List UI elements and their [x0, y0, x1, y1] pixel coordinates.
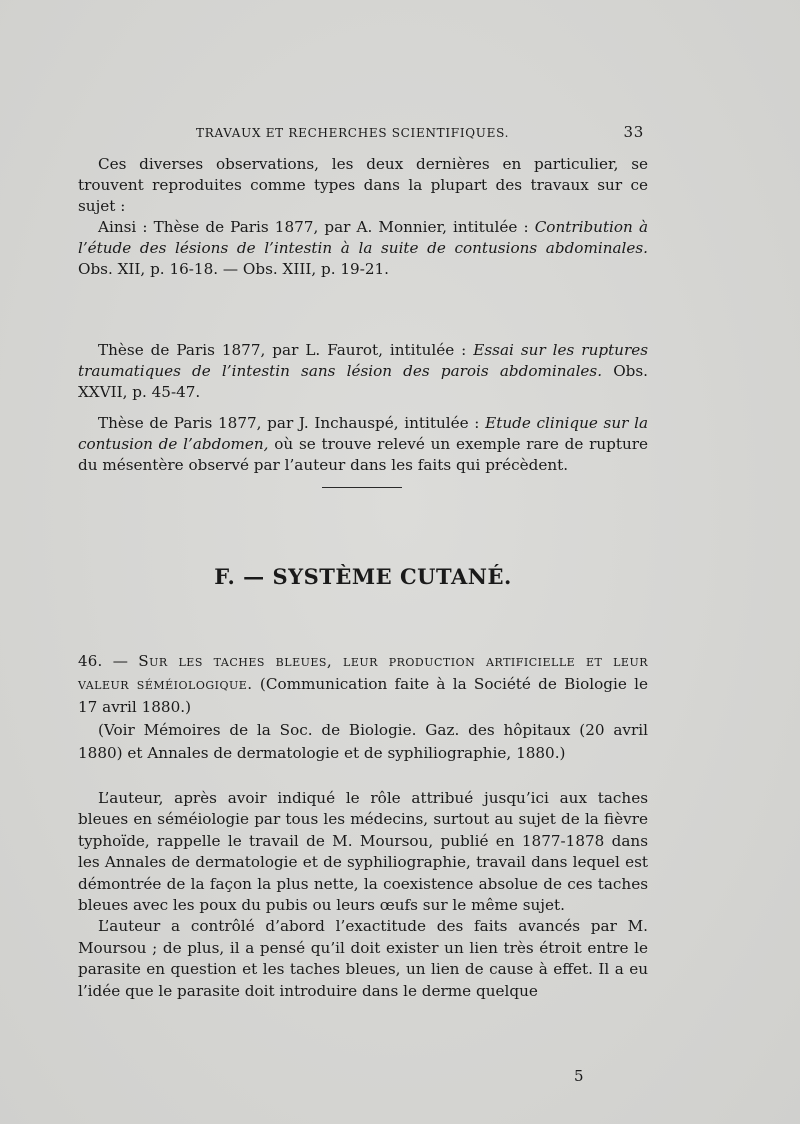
reference-inchauspe-suffix: où se trouve relevé un exemple rare de rupture du mésentère observé par l’auteur dans les faits qui précèdent.	[78, 435, 648, 474]
intro-paragraph-1: Ces diverses observations, les deux dernières en particulier, se trouvent reproduites comme types dans la plupart des travaux sur ce sujet :	[78, 155, 648, 215]
page-number: 33	[623, 123, 644, 141]
reference-faurot-prefix: Thèse de Paris 1877, par L. Faurot, intitulée :	[98, 341, 474, 359]
reference-faurot-text	[78, 340, 648, 403]
intro-paragraph-2	[78, 217, 648, 280]
entry-number: 46.	[78, 652, 103, 670]
reference-faurot-title: Essai sur les ruptures traumatiques de l’intestin sans lésion des parois abdominales.	[78, 341, 648, 380]
reference-faurot-suffix: Obs. XXVII, p. 45-47.	[78, 362, 648, 401]
entry-dash: —	[102, 652, 139, 670]
reference-inchauspe-text	[78, 413, 648, 476]
intro-paragraph-2-title: Contribution à l’étude des lésions de l’intestin à la suite de contusions abdominales.	[78, 218, 649, 257]
running-title: TRAVAUX ET RECHERCHES SCIENTIFIQUES.	[196, 126, 510, 140]
entry-heading-title: Sur les taches bleues, leur production artificielle et leur valeur séméiologique.	[78, 652, 648, 693]
signature-mark: 5	[574, 1067, 584, 1085]
intro-paragraph-2-suffix: Obs. XII, p. 16-18. — Obs. XIII, p. 19-21.	[78, 260, 389, 278]
summary-paragraph-2: L’auteur a contrôlé d’abord l’exactitude des faits avancés par M. Moursou ; de plus, il a pensé qu’il doit exister un lien très étroit entre le parasite en question et les taches bleues, un lien de cause à effet. Il a eu l’idée que le parasite doit introduire dans le derme quelque	[78, 917, 648, 1000]
entry-summary	[78, 788, 648, 1002]
document-page	[78, 118, 649, 1085]
entry-communication: (Communication faite à la Société de Biologie le 17 avril 1880.)	[78, 675, 648, 716]
reference-inchauspe-prefix: Thèse de Paris 1877, par J. Inchauspé, intitulée :	[98, 414, 486, 432]
reference-inchauspe	[78, 413, 648, 476]
entry-heading	[78, 650, 648, 719]
intro-text	[78, 154, 648, 280]
section-divider	[322, 487, 402, 488]
intro-paragraph-2-prefix: Ainsi : Thèse de Paris 1877, par A. Monnier, intitulée :	[98, 218, 535, 236]
entry-note: (Voir Mémoires de la Soc. de Biologie. Gaz. des hôpitaux (20 avril 1880) et Annales de dermatologie et de syphiliographie, 1880.)	[78, 721, 648, 762]
running-header	[78, 118, 648, 142]
reference-faurot	[78, 340, 648, 403]
bibliography-entry-46	[78, 650, 648, 765]
summary-paragraph-1: L’auteur, après avoir indiqué le rôle attribué jusqu’ici aux taches bleues en séméiologie par tous les médecins, surtout au sujet de la fièvre typhoïde, rappelle le travail de M. Moursou, publié en 1877-1878 dans les Annales de dermatologie et de syphiliographie, travail dans lequel est démontrée de la façon la plus nette, la coexistence absolue de ces taches bleues avec les poux du pubis ou leurs œufs sur le même sujet.	[78, 789, 648, 915]
reference-inchauspe-title: Etude clinique sur la contusion de l’abdomen,	[78, 414, 649, 453]
section-title: F. — SYSTÈME CUTANÉ.	[214, 564, 512, 589]
